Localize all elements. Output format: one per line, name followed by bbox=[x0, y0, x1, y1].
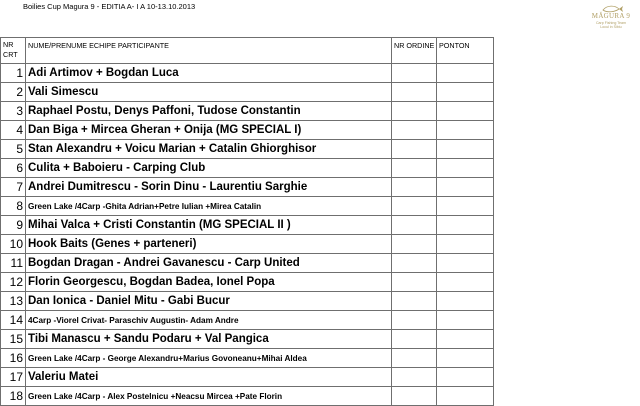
table-row bbox=[1, 311, 494, 330]
team-name-cell: Culita + Baboieru - Carping Club bbox=[26, 159, 392, 178]
team-name-cell: Hook Baits (Genes + parteneri) bbox=[26, 235, 392, 254]
ponton-cell bbox=[437, 273, 494, 292]
table-row bbox=[1, 292, 494, 311]
participants-table bbox=[0, 37, 494, 406]
table-row bbox=[1, 140, 494, 159]
team-name-cell: Stan Alexandru + Voicu Marian + Catalin Ghiorghisor bbox=[26, 140, 392, 159]
team-name-cell: Valeriu Matei bbox=[26, 368, 392, 387]
row-number: 12 bbox=[1, 273, 26, 292]
table-row bbox=[1, 159, 494, 178]
order-number-cell bbox=[392, 292, 437, 311]
team-name-cell: Dan Ionica - Daniel Mitu - Gabi Bucur bbox=[26, 292, 392, 311]
ponton-cell bbox=[437, 216, 494, 235]
ponton-cell bbox=[437, 330, 494, 349]
row-number: 9 bbox=[1, 216, 26, 235]
team-name-cell: Vali Simescu bbox=[26, 83, 392, 102]
team-name-cell: Bogdan Dragan - Andrei Gavanescu - Carp United bbox=[26, 254, 392, 273]
ponton-cell bbox=[437, 311, 494, 330]
row-number: 15 bbox=[1, 330, 26, 349]
table-row bbox=[1, 102, 494, 121]
ponton-cell bbox=[437, 159, 494, 178]
table-row bbox=[1, 387, 494, 406]
order-number-cell bbox=[392, 159, 437, 178]
team-name-cell: Green Lake /4Carp - George Alexandru+Marius Govoneanu+Mihai Aldea bbox=[26, 349, 392, 368]
table-row bbox=[1, 273, 494, 292]
team-name-cell: Green Lake /4Carp -Ghita Adrian+Petre Iulian +Mirea Catalin bbox=[26, 197, 392, 216]
table-row bbox=[1, 330, 494, 349]
row-number: 14 bbox=[1, 311, 26, 330]
order-number-cell bbox=[392, 178, 437, 197]
table-row bbox=[1, 121, 494, 140]
row-number: 18 bbox=[1, 387, 26, 406]
team-name-cell: Florin Georgescu, Bogdan Badea, Ionel Popa bbox=[26, 273, 392, 292]
ponton-cell bbox=[437, 349, 494, 368]
header-nr: NR bbox=[3, 40, 14, 49]
order-number-cell bbox=[392, 140, 437, 159]
ponton-cell bbox=[437, 254, 494, 273]
team-name-cell: Dan Biga + Mircea Gheran + Onija (MG SPECIAL I) bbox=[26, 121, 392, 140]
table-row bbox=[1, 197, 494, 216]
order-number-cell bbox=[392, 121, 437, 140]
order-number-cell bbox=[392, 368, 437, 387]
row-number: 17 bbox=[1, 368, 26, 387]
header-crt: CRT bbox=[3, 50, 18, 59]
order-number-cell bbox=[392, 102, 437, 121]
row-number: 2 bbox=[1, 83, 26, 102]
row-number: 4 bbox=[1, 121, 26, 140]
ponton-cell bbox=[437, 387, 494, 406]
row-number: 8 bbox=[1, 197, 26, 216]
row-number: 13 bbox=[1, 292, 26, 311]
order-number-cell bbox=[392, 349, 437, 368]
order-number-cell bbox=[392, 330, 437, 349]
header-ponton: PONTON bbox=[437, 38, 494, 64]
row-number: 3 bbox=[1, 102, 26, 121]
row-number: 7 bbox=[1, 178, 26, 197]
order-number-cell bbox=[392, 216, 437, 235]
table-row bbox=[1, 178, 494, 197]
order-number-cell bbox=[392, 387, 437, 406]
order-number-cell bbox=[392, 197, 437, 216]
row-number: 11 bbox=[1, 254, 26, 273]
order-number-cell bbox=[392, 254, 437, 273]
row-number: 10 bbox=[1, 235, 26, 254]
team-name-cell: Andrei Dumitrescu - Sorin Dinu - Laurentiu Sarghie bbox=[26, 178, 392, 197]
ponton-cell bbox=[437, 197, 494, 216]
ponton-cell bbox=[437, 64, 494, 83]
team-name-cell: Mihai Valca + Cristi Constantin (MG SPECIAL II ) bbox=[26, 216, 392, 235]
order-number-cell bbox=[392, 273, 437, 292]
row-number: 6 bbox=[1, 159, 26, 178]
team-name-cell: Green Lake /4Carp - Alex Postelnicu +Neacsu Mircea +Pate Florin bbox=[26, 387, 392, 406]
row-number: 5 bbox=[1, 140, 26, 159]
order-number-cell bbox=[392, 235, 437, 254]
magura-9-logo bbox=[585, 3, 637, 36]
row-number: 1 bbox=[1, 64, 26, 83]
ponton-cell bbox=[437, 235, 494, 254]
header-order-number: NR ORDINE bbox=[392, 38, 437, 64]
header-team-name: NUME/PRENUME ECHIPE PARTICIPANTE bbox=[26, 38, 392, 64]
order-number-cell bbox=[392, 83, 437, 102]
ponton-cell bbox=[437, 83, 494, 102]
table-row bbox=[1, 235, 494, 254]
table-row bbox=[1, 216, 494, 235]
ponton-cell bbox=[437, 178, 494, 197]
logo-subtitle: Carp Fishing Team Locul in Sibiu bbox=[595, 21, 627, 30]
team-name-cell: Raphael Postu, Denys Paffoni, Tudose Constantin bbox=[26, 102, 392, 121]
table-row bbox=[1, 254, 494, 273]
document-title: Boilies Cup Magura 9 - EDITIA A- I A 10-13.10.2013 bbox=[23, 2, 196, 11]
team-name-cell: Adi Artimov + Bogdan Luca bbox=[26, 64, 392, 83]
table-header-row bbox=[1, 38, 494, 64]
table-row bbox=[1, 83, 494, 102]
logo-name: MĂGURA 9 bbox=[591, 12, 631, 20]
table-row bbox=[1, 368, 494, 387]
team-name-cell: 4Carp -Viorel Crivat- Paraschiv Augustin- Adam Andre bbox=[26, 311, 392, 330]
ponton-cell bbox=[437, 102, 494, 121]
row-number: 16 bbox=[1, 349, 26, 368]
ponton-cell bbox=[437, 140, 494, 159]
table-row bbox=[1, 64, 494, 83]
ponton-cell bbox=[437, 292, 494, 311]
team-name-cell: Tibi Manascu + Sandu Podaru + Val Pangica bbox=[26, 330, 392, 349]
order-number-cell bbox=[392, 64, 437, 83]
header-nr-crt bbox=[1, 38, 26, 64]
ponton-cell bbox=[437, 368, 494, 387]
table-row bbox=[1, 349, 494, 368]
order-number-cell bbox=[392, 311, 437, 330]
ponton-cell bbox=[437, 121, 494, 140]
